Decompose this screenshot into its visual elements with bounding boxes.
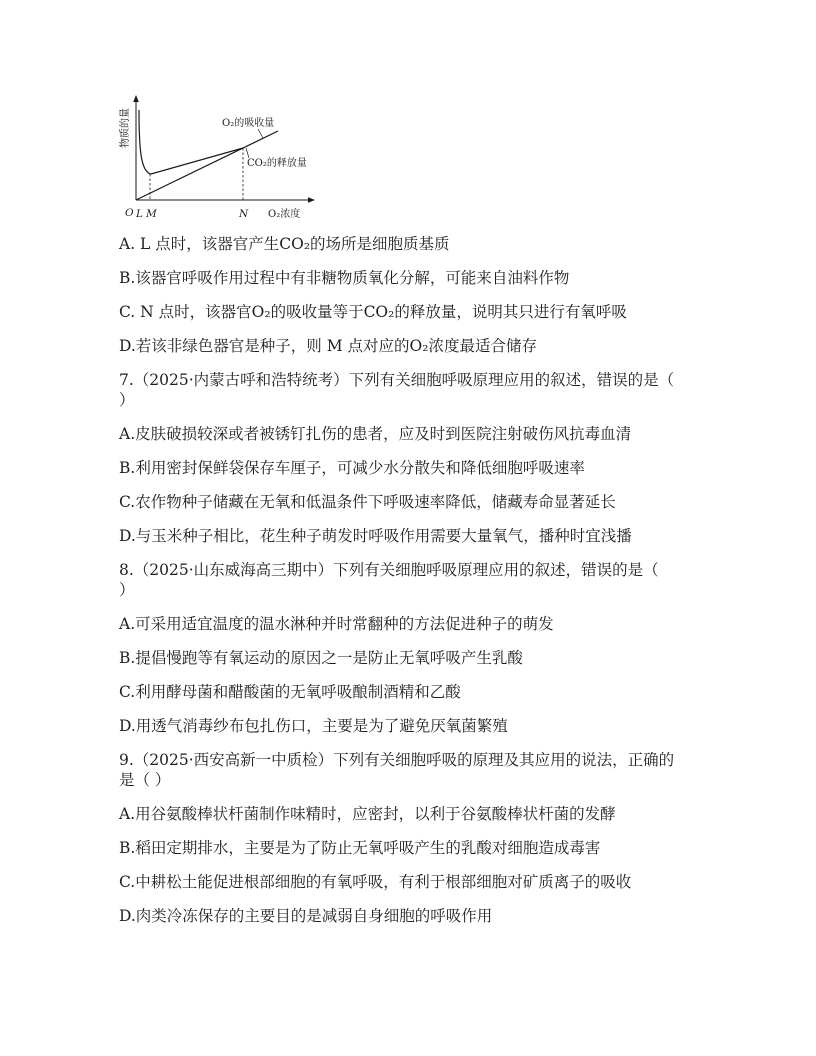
q9-stem-line-1: 9.（2025·西安高新一中质检）下列有关细胞呼吸的原理及其应用的说法，正确的 (119, 751, 675, 769)
q6-option-d: D.若该非绿色器官是种子，则 M 点对应的O₂浓度最适合储存 (119, 337, 537, 355)
q7-option-a: A.皮肤破损较深或者被锈钉扎伤的患者，应及时到医院注射破伤风抗毒血清 (119, 425, 632, 443)
q9-option-d: D.肉类冷冻保存的主要目的是减弱自身细胞的呼吸作用 (119, 907, 493, 925)
point-m-label: M (146, 208, 157, 220)
q7-option-c: C.农作物种子储藏在无氧和低温条件下呼吸速率降低，储藏寿命显著延长 (119, 493, 616, 511)
co2-label-leader (246, 148, 249, 158)
point-l-label: L (136, 208, 143, 220)
o2-label-leader (258, 129, 263, 138)
q7-option-d: D.与玉米种子相比，花生种子萌发时呼吸作用需要大量氧气，播种时宜浅播 (119, 527, 632, 545)
q8-option-b: B.提倡慢跑等有氧运动的原因之一是防止无氧呼吸产生乳酸 (119, 649, 523, 667)
q6-option-b: B.该器官呼吸作用过程中有非糖物质氧化分解，可能来自油料作物 (119, 269, 570, 287)
q7-stem-line-2: ） (119, 391, 135, 409)
q7-option-b: B.利用密封保鲜袋保存车厘子，可减少水分散失和降低细胞呼吸速率 (119, 459, 585, 477)
co2-curve-label: CO₂的释放量 (247, 158, 307, 169)
q8-stem-line-2: ） (119, 581, 135, 599)
q9-stem-line-2: 是（ ） (119, 771, 171, 789)
q9-option-b: B.稻田定期排水，主要是为了防止无氧呼吸产生的乳酸对细胞造成毒害 (119, 839, 601, 857)
o2-curve-label: O₂的吸收量 (222, 118, 275, 129)
q9-option-c: C.中耕松土能促进根部细胞的有氧呼吸，有利于根部细胞对矿质离子的吸收 (119, 873, 632, 891)
point-n-label: N (239, 208, 249, 220)
x-axis-arrow (308, 197, 315, 203)
y-axis-label: 物质的量 (120, 108, 131, 148)
q7-stem-line-1: 7.（2025·内蒙古呼和浩特统考）下列有关细胞呼吸原理应用的叙述，错误的是（ (119, 371, 675, 389)
respiration-graph (110, 92, 325, 224)
q8-option-c: C.利用酵母菌和醋酸菌的无氧呼吸酿制酒精和乙酸 (119, 683, 461, 701)
question-list (119, 234, 759, 940)
origin-label: O (125, 207, 134, 219)
q6-option-c: C. N 点时，该器官O₂的吸收量等于CO₂的释放量，说明其只进行有氧呼吸 (119, 303, 627, 321)
q8-option-d: D.用透气消毒纱布包扎伤口，主要是为了避免厌氧菌繁殖 (119, 717, 508, 735)
y-axis-arrow (133, 95, 139, 102)
q8-stem-line-1: 8.（2025·山东威海高三期中）下列有关细胞呼吸原理应用的叙述，错误的是（ (119, 561, 659, 579)
q6-option-a: A. L 点时，该器官产生CO₂的场所是细胞质基质 (119, 235, 450, 253)
x-axis-label: O₂浓度 (268, 209, 301, 220)
q9-option-a: A.用谷氨酸棒状杆菌制作味精时，应密封，以利于谷氨酸棒状杆菌的发酵 (119, 805, 616, 823)
q8-option-a: A.可采用适宜温度的温水淋种并时常翻种的方法促进种子的萌发 (119, 615, 554, 633)
